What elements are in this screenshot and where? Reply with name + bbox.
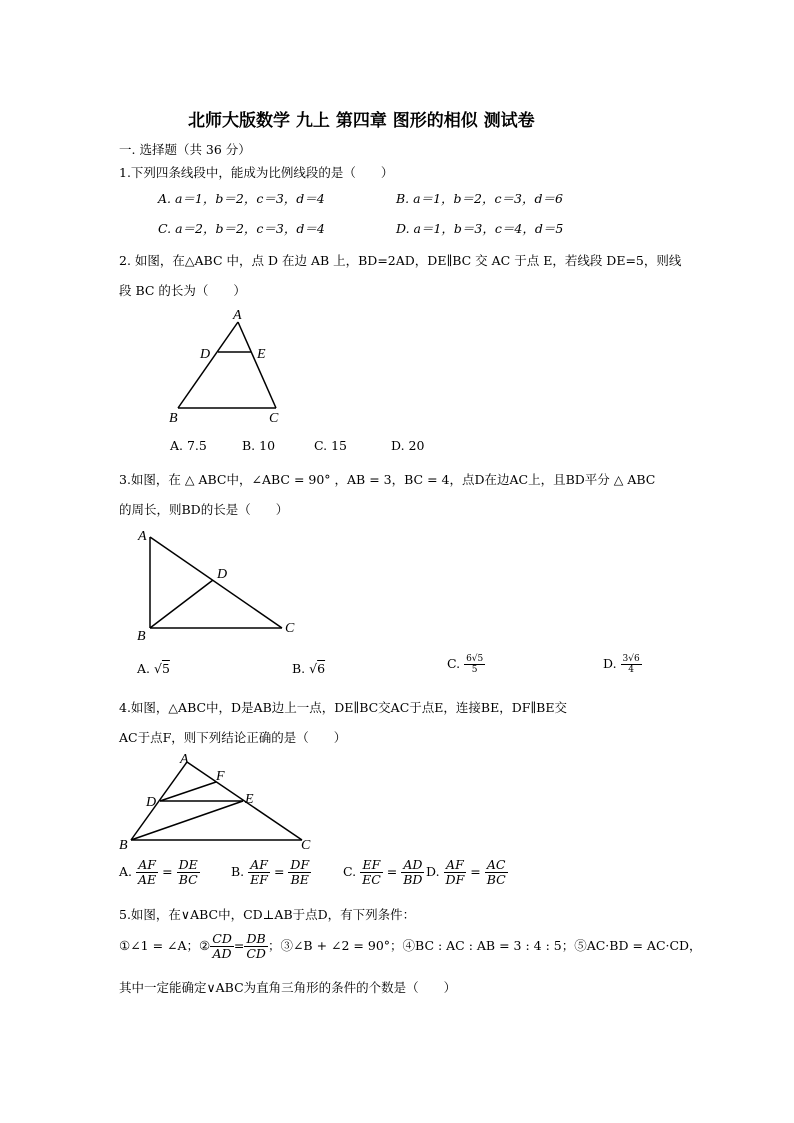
q3-option-b: B. √6: [292, 661, 326, 676]
page-title: 北师大版数学 九上 第四章 图形的相似 测试卷: [188, 111, 535, 131]
q2-stem-line2: 段 BC 的长为（ ）: [119, 283, 246, 298]
q4-label-a: A: [180, 752, 189, 767]
q3-option-b-prefix: B.: [292, 661, 310, 676]
q2-option-a: A. 7.5: [170, 438, 207, 453]
q4-triangle-figure: [115, 750, 325, 852]
q3-option-c: [447, 654, 485, 675]
q3-stem-line2: 的周长，则BD的长是（ ）: [119, 502, 289, 517]
q3-option-c-prefix: C.: [447, 656, 465, 671]
q2-option-b: B. 10: [242, 438, 276, 453]
q4-label-b: B: [119, 838, 128, 852]
q2-label-b: B: [169, 411, 178, 426]
q1-option-b: B. a＝1，b＝2，c＝3，d＝6: [396, 191, 563, 206]
q4-option-b: B. $\frac{AF}{EF}$ = $\frac{DF}{BE}$: [231, 857, 310, 887]
q3-option-a: A. √5: [137, 661, 170, 676]
q5-conditions: ①∠1 = ∠A；② $\frac{CD}{AD}$ = $\frac{DB}{CD}$ ；③∠B + ∠2 = 90°；④BC : AC : AB = 3 : 4 : 5；⑤AC·BD = AC·CD，: [119, 931, 702, 961]
q3-label-a: A: [138, 529, 147, 544]
q3-option-c-fraction: $\frac{6√5}{5}$: [466, 654, 484, 675]
q3-segment-bd: [150, 580, 213, 628]
q1-stem: 1.下列四条线段中，能成为比例线段的是（ ）: [119, 165, 394, 180]
q2-label-a: A: [233, 308, 242, 323]
q4-stem-line2: AC于点F，则下列结论正确的是（ ）: [119, 730, 347, 745]
q2-label-e: E: [257, 347, 266, 362]
q2-side-ab: [178, 322, 238, 408]
q2-label-c: C: [269, 411, 279, 426]
q3-option-d: [603, 654, 642, 675]
q3-side-ac: [150, 537, 282, 628]
q3-label-d: D: [217, 567, 228, 582]
q4-option-a: A. $\frac{AF}{AE}$ = $\frac{DE}{BC}$: [119, 857, 198, 887]
q3-option-d-fraction: $\frac{3√6}{4}$: [622, 654, 640, 675]
q4-option-c: C. $\frac{EF}{EC}$ = $\frac{AD}{BD}$: [343, 857, 423, 887]
q1-option-d: D. a＝1，b＝3，c＝4，d＝5: [396, 221, 564, 236]
q3-triangle-figure: [130, 522, 310, 647]
q3-option-d-prefix: D.: [603, 656, 621, 671]
q2-stem-line1: 2. 如图，在△ABC 中，点 D 在边 AB 上，BD=2AD，DE∥BC 交 AC 于点 E，若线段 DE=5，则线: [119, 253, 682, 268]
q4-stem-line1: 4.如图，△ABC中，D是AB边上一点，DE∥BC交AC于点E，连接BE，DF∥BE交: [119, 700, 567, 715]
q4-option-d: D. $\frac{AF}{DF}$ = $\frac{AC}{BC}$: [426, 857, 506, 887]
q4-label-f: F: [216, 769, 225, 784]
q2-side-ac: [238, 322, 276, 408]
q5-fraction-1: $\frac{CD}{AD}$: [212, 931, 232, 961]
q4-label-e: E: [245, 792, 254, 807]
section-heading: 一. 选择题（共 36 分）: [119, 142, 251, 157]
q4-label-d: D: [146, 795, 157, 810]
q5-stem-line2: 其中一定能确定∨ABC为直角三角形的条件的个数是（ ）: [119, 980, 457, 995]
q4-segment-df: [160, 782, 216, 801]
q5-stem: 5.如图，在∨ABC中，CD⊥AB于点D，有下列条件：: [119, 907, 416, 922]
q2-option-c: C. 15: [314, 438, 347, 453]
q5-condition-3-5: ；③∠B + ∠2 = 90°；④BC : AC : AB = 3 : 4 : 5；⑤AC·BD = AC·CD，: [267, 938, 702, 953]
q3-label-c: C: [285, 621, 295, 636]
q3-label-b: B: [137, 629, 146, 644]
q3-stem-line1: 3.如图，在 △ ABC中，∠ABC = 90° ，AB = 3，BC = 4，点D在边AC上，且BD平分 △ ABC: [119, 472, 656, 487]
q2-triangle-figure: [160, 300, 300, 430]
q3-option-a-prefix: A.: [137, 661, 154, 676]
q2-option-d: D. 20: [391, 438, 425, 453]
q4-label-c: C: [301, 838, 311, 852]
q5-fraction-2: $\frac{DB}{CD}$: [246, 931, 266, 961]
q1-option-a: A. a＝1，b＝2，c＝3，d＝4: [158, 191, 325, 206]
q3-option-b-value: 6: [317, 661, 326, 676]
q1-option-c: C. a＝2，b＝2，c＝3，d＝4: [158, 221, 325, 236]
q5-condition-1: ①∠1 = ∠A；②: [119, 938, 211, 953]
q2-label-d: D: [200, 347, 211, 362]
q3-option-a-value: 5: [161, 661, 170, 676]
